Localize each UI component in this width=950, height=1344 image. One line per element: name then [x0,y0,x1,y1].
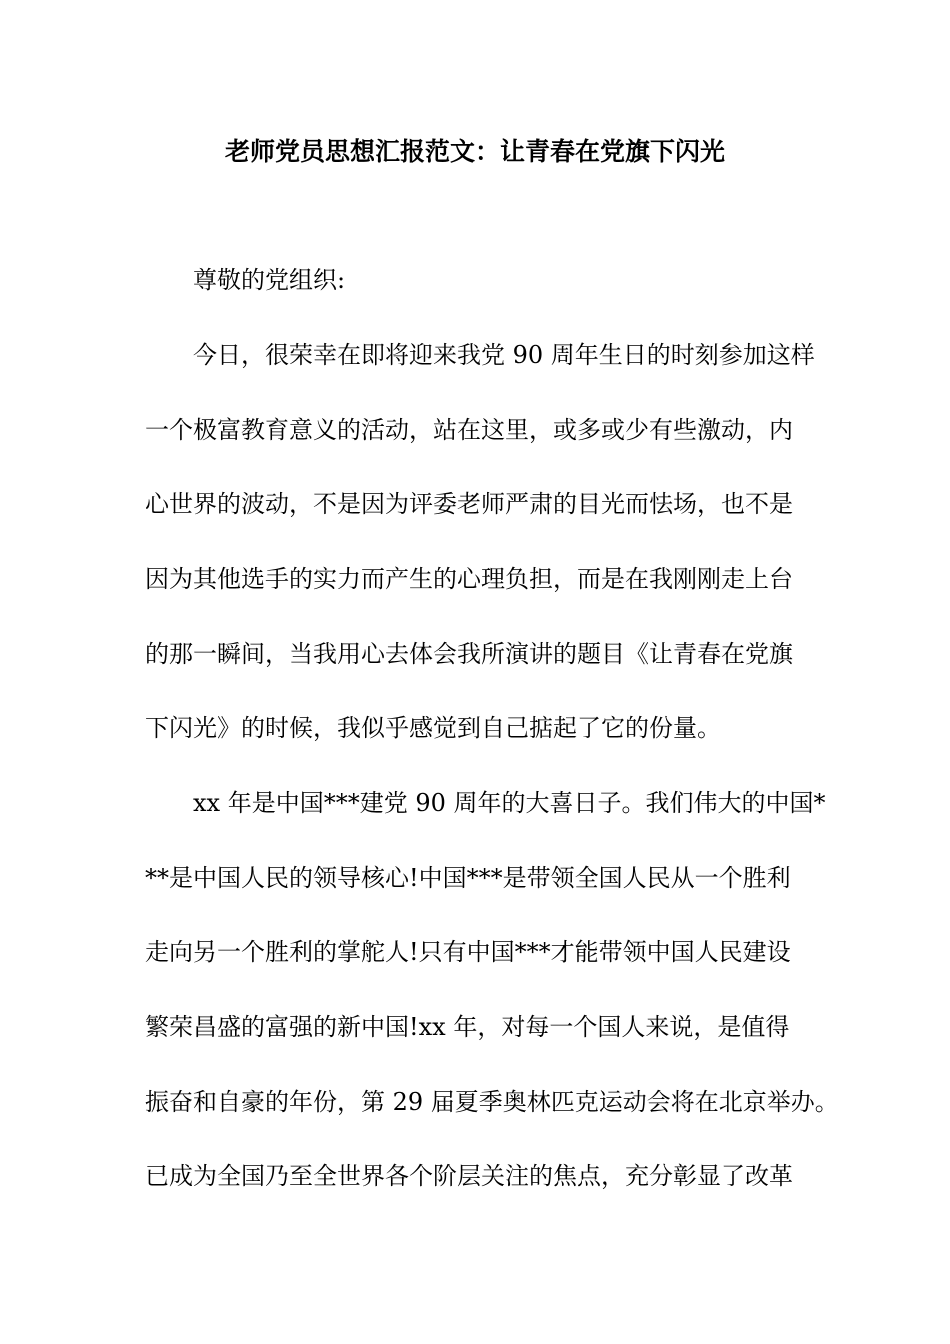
paragraph-line: 的那一瞬间，当我用心去体会我所演讲的题目《让青春在党旗 [145,640,793,668]
paragraph-line: xx 年是中国***建党 90 周年的大喜日子。我们伟大的中国* [193,789,826,817]
paragraph-line: 已成为全国乃至全世界各个阶层关注的焦点，充分彰显了改革 [145,1162,793,1190]
paragraph-line: 一个极富教育意义的活动，站在这里，或多或少有些激动，内 [145,416,793,444]
paragraph-line: 振奋和自豪的年份，第 29 届夏季奥林匹克运动会将在北京举办。 [145,1088,839,1116]
paragraph-line: **是中国人民的领导核心!中国***是带领全国人民从一个胜利 [145,864,791,892]
paragraph-line: 今日，很荣幸在即将迎来我党 90 周年生日的时刻参加这样 [193,341,815,369]
document-title: 老师党员思想汇报范文：让青春在党旗下闪光 [224,137,725,166]
paragraph-line: 因为其他选手的实力而产生的心理负担，而是在我刚刚走上台 [145,565,793,593]
salutation: 尊敬的党组织: [193,266,346,294]
paragraph-line: 下闪光》的时候，我似乎感觉到自己掂起了它的份量。 [145,714,721,742]
paragraph-line: 走向另一个胜利的掌舵人!只有中国***才能带领中国人民建设 [145,938,791,966]
paragraph-line: 心世界的波动，不是因为评委老师严肃的目光而怯场，也不是 [145,490,793,518]
paragraph-line: 繁荣昌盛的富强的新中国!xx 年，对每一个国人来说，是值得 [145,1013,790,1041]
